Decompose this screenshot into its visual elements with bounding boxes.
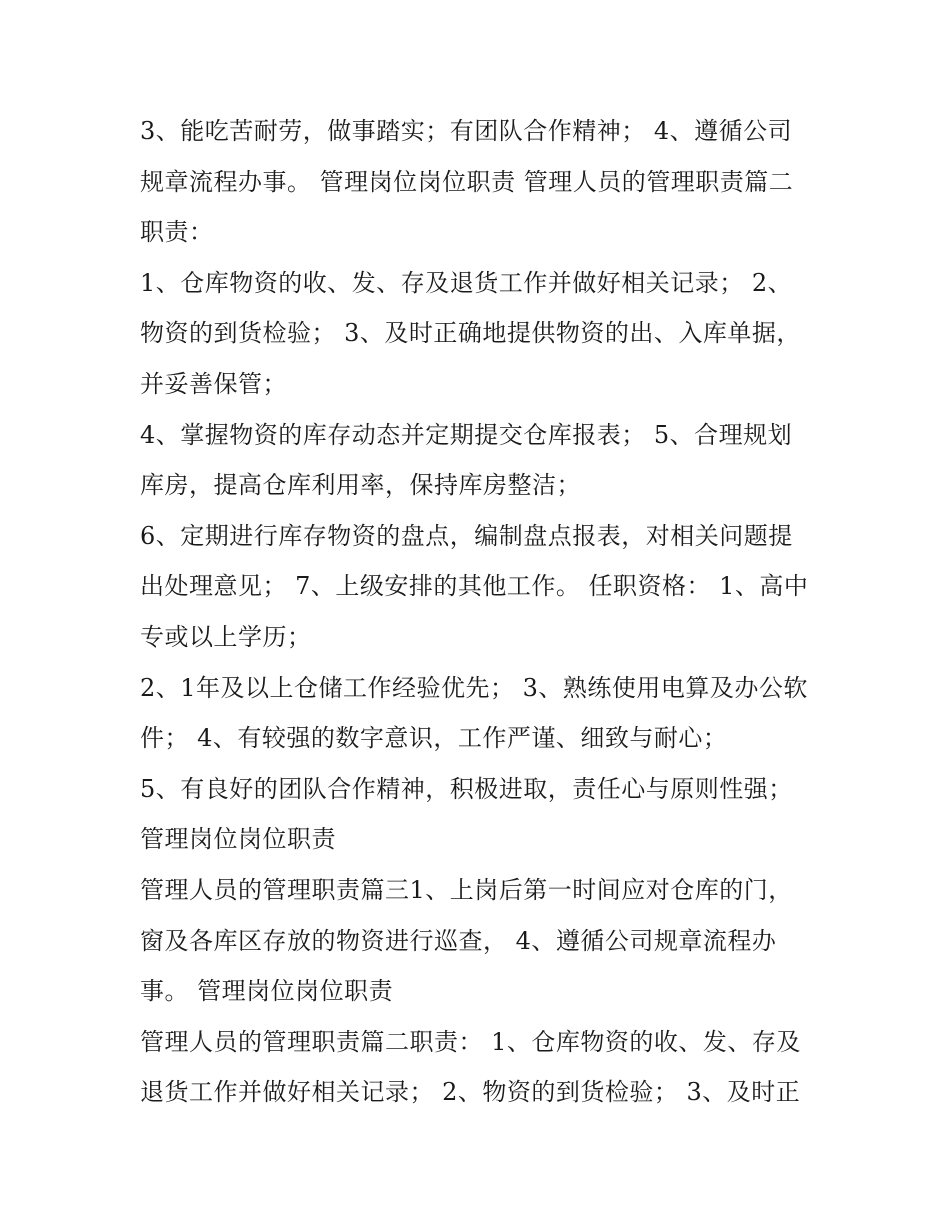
text-line: 窗及各库区存放的物资进行巡查， 4、遵循公司规章流程办 bbox=[140, 926, 777, 955]
text-line: 库房，提高仓库利用率，保持库房整洁； bbox=[140, 471, 581, 500]
text-line: 并妥善保管； bbox=[140, 369, 287, 398]
text-line: 管理人员的管理职责篇二职责： 1、仓库物资的收、发、存及 bbox=[140, 1027, 801, 1056]
text-line: 3、能吃苦耐劳，做事踏实；有团队合作精神； 4、遵循公司 bbox=[140, 117, 793, 145]
text-line: 4、掌握物资的库存动态并定期提交仓库报表； 5、合理规划 bbox=[140, 420, 793, 449]
text-line: 5、有良好的团队合作精神，积极进取，责任心与原则性强； bbox=[140, 774, 793, 803]
text-line: 职责： bbox=[140, 218, 214, 247]
document-body bbox=[140, 106, 820, 1118]
section-heading: 管理岗位岗位职责 bbox=[140, 825, 336, 854]
text-line: 事。 管理岗位岗位职责 bbox=[140, 977, 394, 1006]
text-line: 管理人员的管理职责篇三1、上岗后第一时间应对仓库的门， bbox=[140, 875, 793, 904]
text-line: 退货工作并做好相关记录； 2、物资的到货检验； 3、及时正 bbox=[140, 1078, 801, 1107]
text-line: 出处理意见； 7、上级安排的其他工作。 任职资格： 1、高中 bbox=[140, 572, 809, 601]
text-line: 专或以上学历； bbox=[140, 622, 312, 651]
text-line: 1、仓库物资的收、发、存及退货工作并做好相关记录； 2、 bbox=[140, 268, 793, 297]
text-line: 物资的到货检验； 3、及时正确地提供物资的出、入库单据， bbox=[140, 319, 801, 348]
text-line: 件； 4、有较强的数字意识，工作严谨、细致与耐心； bbox=[140, 724, 728, 753]
text-line: 2、1年及以上仓储工作经验优先； 3、熟练使用电算及办公软 bbox=[140, 673, 808, 702]
text-line: 6、定期进行库存物资的盘点，编制盘点报表，对相关问题提 bbox=[140, 521, 793, 550]
text-line: 规章流程办事。 管理岗位岗位职责 管理人员的管理职责篇二 bbox=[140, 167, 794, 196]
